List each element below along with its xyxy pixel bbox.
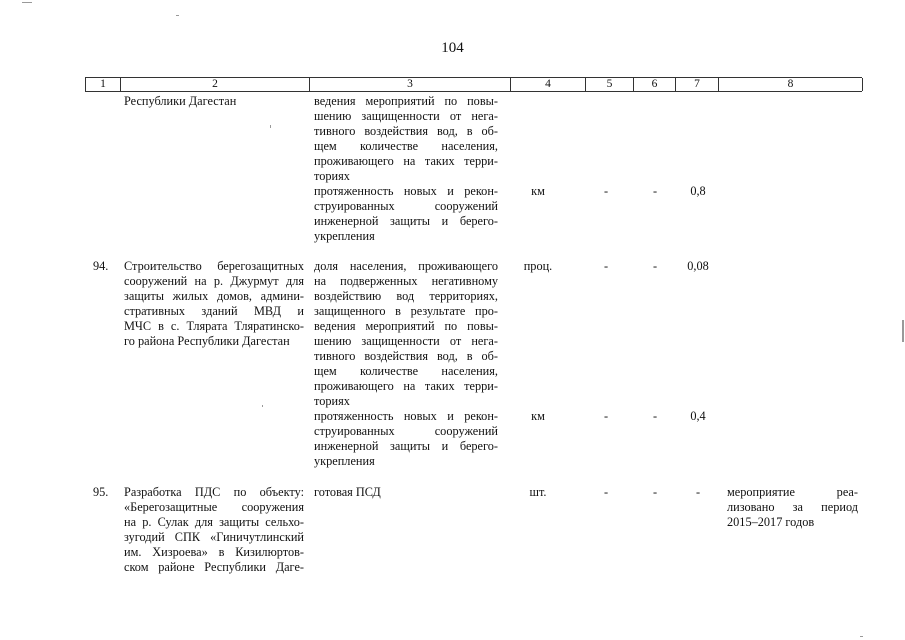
text-line: ведения мероприятий по повы- [314,319,498,333]
text-line: го района Республики Дагестан [124,334,290,348]
continuation-col5: - [603,184,609,198]
row94-description [124,259,304,349]
text-line: тивного воздействия вод, в об- [314,349,498,363]
text-line: стративных зданий МВД и [124,304,304,318]
column-header-2: 2 [120,78,309,91]
row-number-95: 95. [93,485,109,499]
table-header-row [85,77,862,92]
text-line: инженерной защиты и берего- [314,214,498,228]
column-header-4: 4 [510,78,585,91]
row95-col6: - [652,485,658,499]
column-header-3: 3 [309,78,510,91]
text-line: лизовано за период [727,500,858,514]
text-line: ториях [314,169,350,183]
text-line: тивного воздействия вод, в об- [314,124,498,138]
text-line: Разработка ПДС по объекту: [124,485,304,499]
text-line: струированных сооружений [314,199,498,213]
text-line: ториях [314,394,350,408]
continuation-col6: - [652,184,658,198]
row94-col7-1: 0,08 [687,259,709,273]
text-line: доля населения, проживающего [314,259,498,273]
text-line: струированных сооружений [314,424,498,438]
continuation-col7: 0,8 [690,184,706,198]
continuation-indicator-1 [314,94,498,184]
column-header-5: 5 [585,78,633,91]
text-line: 2015–2017 годов [727,515,815,529]
scan-speck [176,15,179,16]
scan-speck [270,125,271,128]
text-line: протяженность новых и рекон- [314,409,498,423]
column-header-6: 6 [633,78,675,91]
text-line: Строительство берегозащитных [124,259,304,273]
row95-description [124,485,304,575]
text-line: шению защищенности от нега- [314,109,498,123]
text-line: ведения мероприятий по повы- [314,94,498,108]
page-number: 104 [441,40,464,56]
scan-speck [22,2,32,3]
row94-indicator-1 [314,259,498,409]
row94-unit-1: проц. [523,259,553,273]
row94-indicator-2 [314,409,498,469]
row95-note [727,485,858,530]
continuation-region-text: Республики Дагестан [124,94,237,108]
text-line: на р. Сулак для защиты сельхо- [124,515,304,529]
row94-col5-1: - [603,259,609,273]
scan-speck [262,405,263,407]
text-line: щем количестве населения, [314,139,498,153]
continuation-unit: км [531,184,545,198]
row95-col7: - [695,485,701,499]
continuation-indicator-2 [314,184,498,244]
text-line: укрепления [314,229,375,243]
text-line: сооружений на р. Джурмут для [124,274,304,288]
text-line: МЧС в с. Тлярата Тляратинско- [124,319,304,333]
column-header-1: 1 [85,78,120,91]
row94-col6-2: - [652,409,658,423]
scan-speck [902,320,904,342]
row94-col7-2: 0,4 [690,409,706,423]
text-line: проживающего на таких терри- [314,379,498,393]
row95-indicator: готовая ПСД [314,485,381,499]
row94-col6-1: - [652,259,658,273]
text-line: мероприятие реа- [727,485,858,499]
text-line: укрепления [314,454,375,468]
text-line: ском районе Республики Даге- [124,560,304,574]
text-line: инженерной защиты и берего- [314,439,498,453]
text-line: шению защищенности от нега- [314,334,498,348]
column-header-7: 7 [675,78,718,91]
text-line: им. Хизроева» в Кизилюртов- [124,545,304,559]
text-line: щем количестве населения, [314,364,498,378]
text-line: проживающего на таких терри- [314,154,498,168]
text-line: защиты жилых домов, админи- [124,289,304,303]
text-line: защищенного в результате про- [314,304,498,318]
row95-col5: - [603,485,609,499]
text-line: «Берегозащитные сооружения [124,500,304,514]
text-line: зугодий СПК «Гиничутлинский [124,530,304,544]
scan-speck [860,636,863,637]
column-header-8: 8 [718,78,863,91]
text-line: протяженность новых и рекон- [314,184,498,198]
row-number-94: 94. [93,259,109,273]
row94-col5-2: - [603,409,609,423]
row95-unit: шт. [529,485,547,499]
text-line: воздействию вод территориях, [314,289,498,303]
text-line: на подверженных негативному [314,274,498,288]
row94-unit-2: км [531,409,545,423]
